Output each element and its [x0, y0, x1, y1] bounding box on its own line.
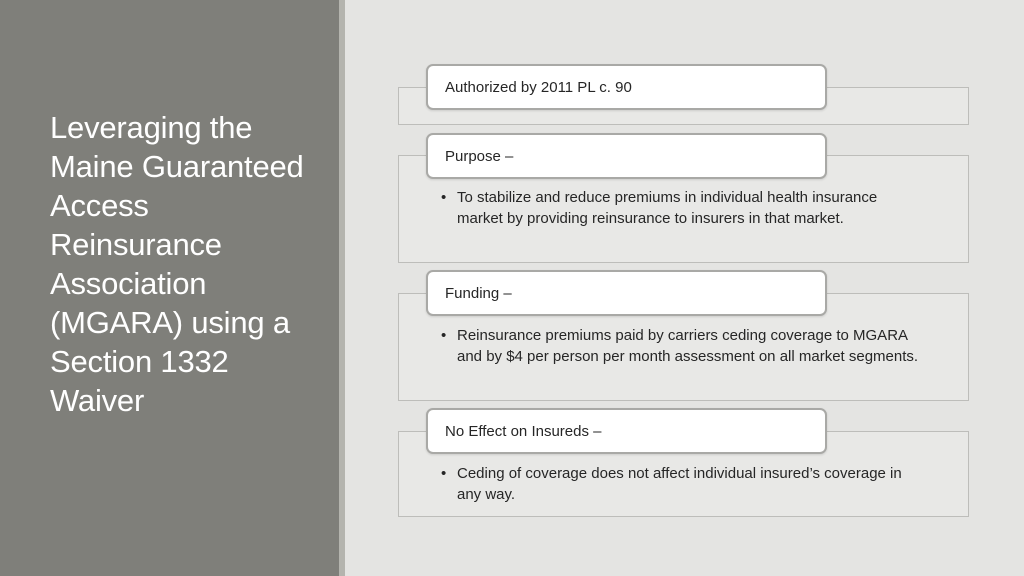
panel-divider [339, 0, 345, 576]
funding-bullet-list [441, 325, 921, 367]
bullet-item: • To stabilize and reduce premiums in individual health insurance market by providing reinsurance to insurers in that market. [441, 187, 921, 229]
row-no-effect-heading [426, 408, 827, 454]
row-heading-text: Funding – [445, 284, 512, 302]
row-funding-heading [426, 270, 827, 316]
slide-title: Leveraging the Maine Guaranteed Access Reinsurance Association (MGARA) using a Section 1332 Waiver [50, 110, 304, 418]
purpose-bullet-list [441, 187, 921, 229]
no-effect-bullet-list [441, 463, 921, 505]
bullet-item: • Ceding of coverage does not affect individual insured’s coverage in any way. [441, 463, 921, 505]
row-heading-text: Purpose – [445, 147, 514, 165]
bullet-item: • Reinsurance premiums paid by carriers ceding coverage to MGARA and by $4 per person per month assessment on all market segments. [441, 325, 921, 367]
row-purpose-heading [426, 133, 827, 179]
row-heading-text: No Effect on Insureds – [445, 422, 602, 440]
row-heading-text: Authorized by 2011 PL c. 90 [445, 78, 632, 96]
row-authorized-heading [426, 64, 827, 110]
